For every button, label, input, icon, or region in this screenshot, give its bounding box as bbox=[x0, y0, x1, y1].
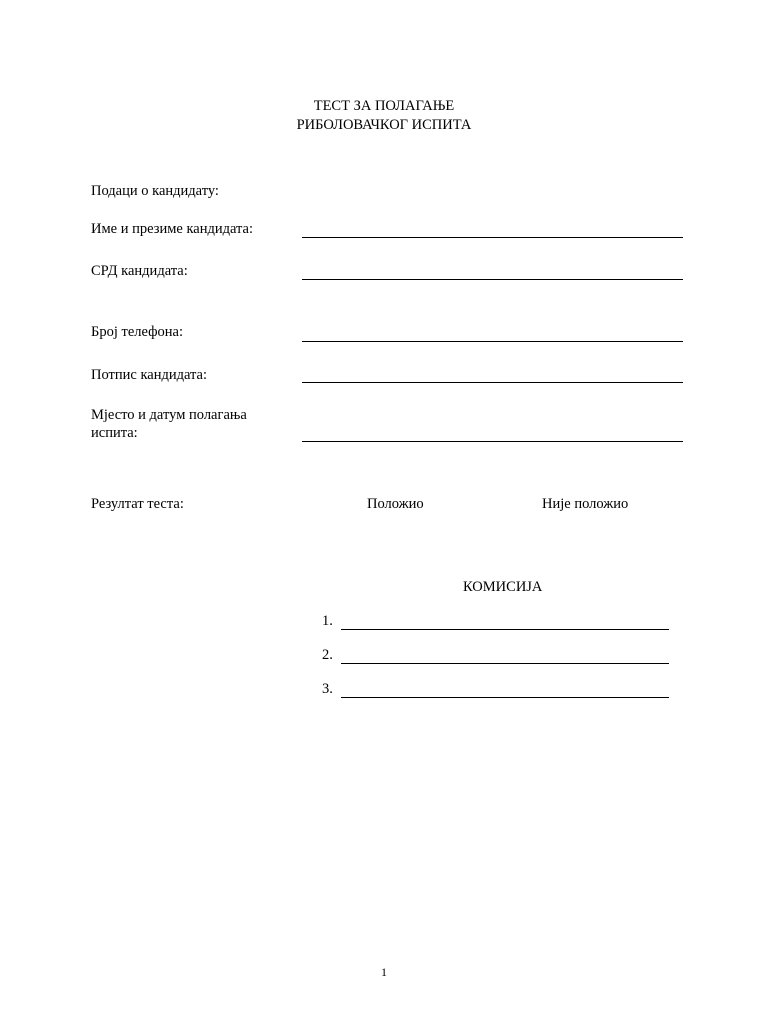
srd-label: СРД кандидата: bbox=[91, 263, 188, 279]
document-title-line-1: ТЕСТ ЗА ПОЛАГАЊЕ bbox=[313, 98, 455, 114]
member-number: 1. bbox=[322, 613, 333, 629]
signature-label: Потпис кандидата: bbox=[91, 367, 208, 383]
document-title-line-2: РИБОЛОВАЧКОГ ИСПИТА bbox=[296, 117, 472, 133]
full-name-field-line[interactable] bbox=[302, 237, 683, 238]
commission-member-1 bbox=[322, 612, 682, 632]
place-date-field-line[interactable] bbox=[302, 441, 683, 442]
commission-member-2 bbox=[322, 646, 682, 666]
test-result-label: Резултат теста: bbox=[91, 496, 184, 512]
result-fail-option[interactable]: Није положио bbox=[542, 496, 629, 512]
commission-member-3 bbox=[322, 680, 682, 700]
member-signature-line[interactable] bbox=[341, 629, 669, 630]
member-number: 2. bbox=[322, 647, 333, 663]
result-pass-option[interactable]: Положио bbox=[367, 496, 424, 512]
phone-label: Број телефона: bbox=[91, 324, 183, 340]
signature-field-line[interactable] bbox=[302, 382, 683, 383]
member-number: 3. bbox=[322, 681, 333, 697]
member-signature-line[interactable] bbox=[341, 697, 669, 698]
phone-field-line[interactable] bbox=[302, 341, 683, 342]
candidate-section-label: Подаци о кандидату: bbox=[91, 183, 219, 199]
commission-title: КОМИСИЈА bbox=[463, 579, 543, 595]
place-date-label: Мјесто и датум полагања испита: bbox=[91, 407, 247, 441]
member-signature-line[interactable] bbox=[341, 663, 669, 664]
full-name-label: Име и презиме кандидата: bbox=[91, 221, 254, 237]
page-number: 1 bbox=[381, 965, 387, 979]
srd-field-line[interactable] bbox=[302, 279, 683, 280]
